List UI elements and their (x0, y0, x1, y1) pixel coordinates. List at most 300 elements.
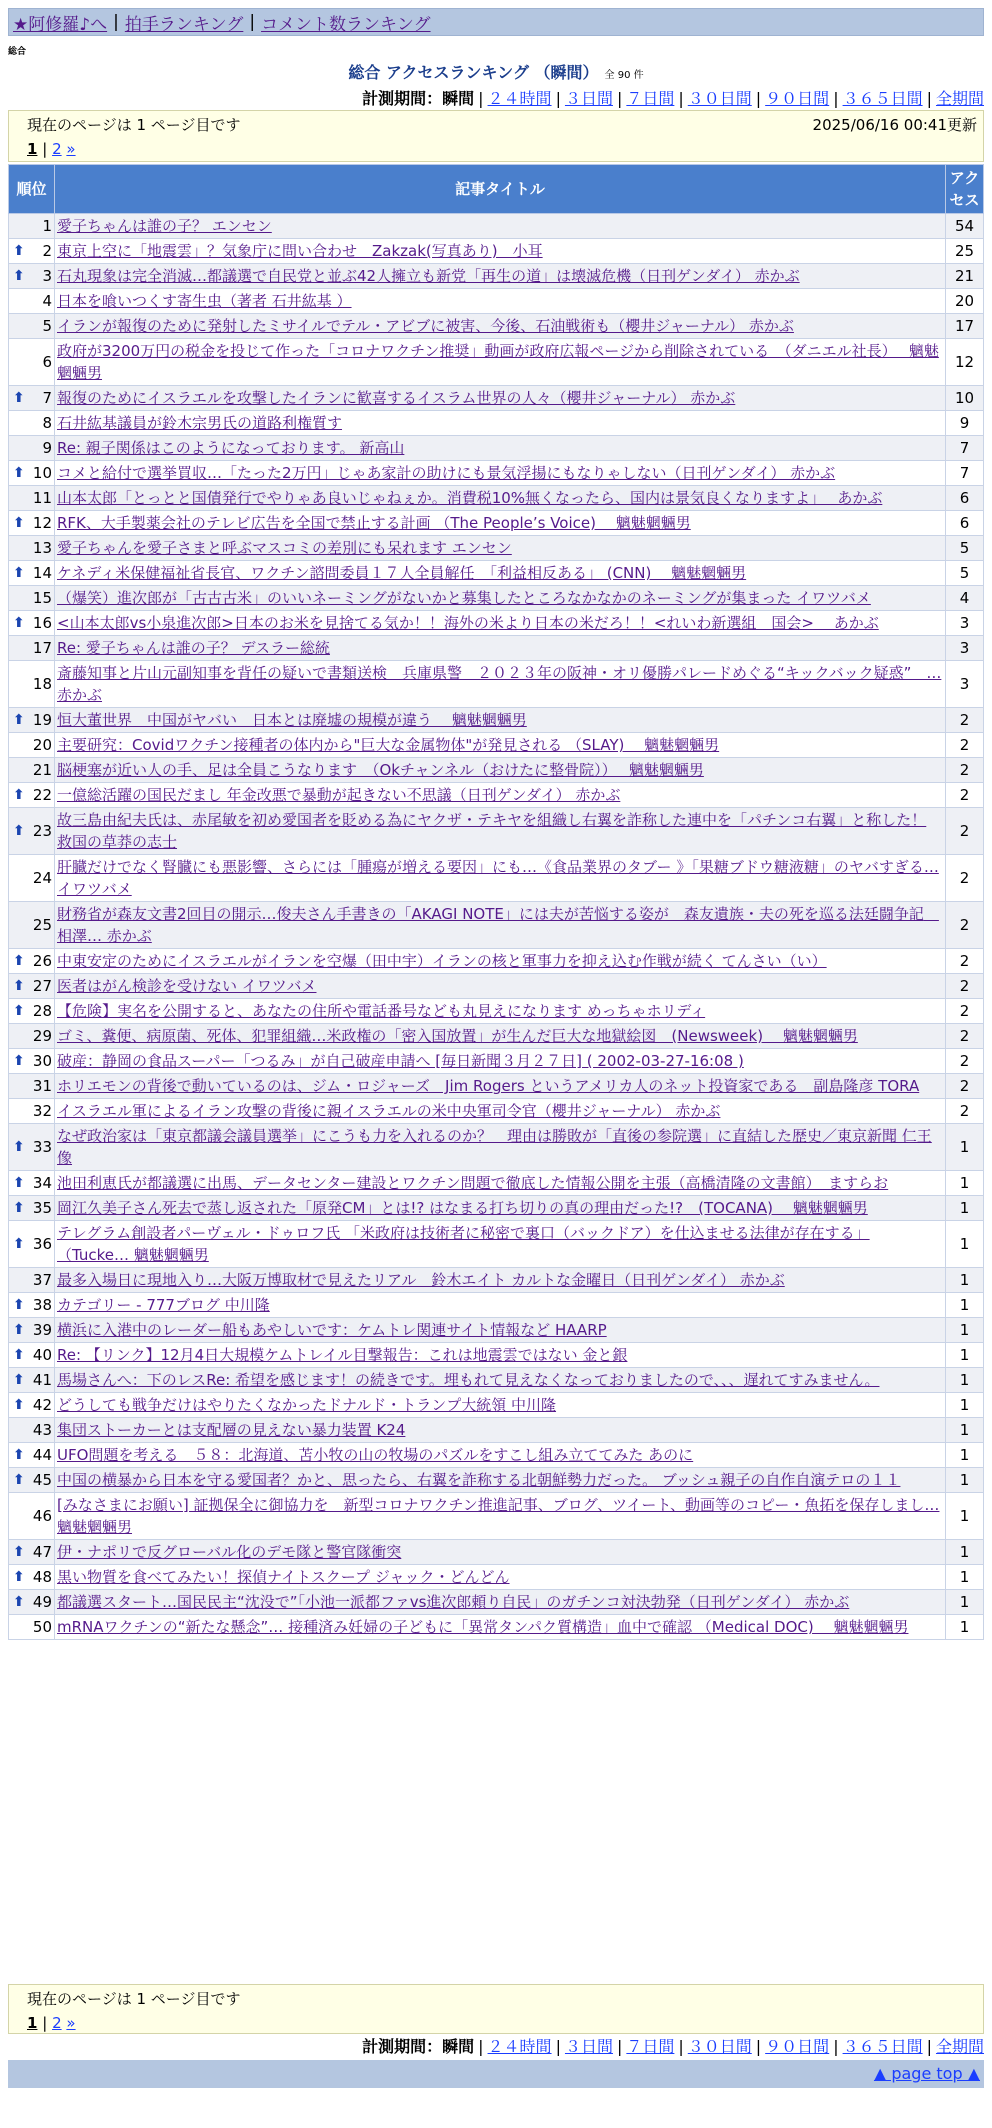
article-link[interactable]: 山本太郎「とっとと国債発行でやりゃあ良いじゃねぇか。消費税10%無くなったら、国内は景気良くなりますよ」 あかぶ (57, 489, 883, 507)
rank-number: 24 (32, 869, 52, 887)
article-link[interactable]: 【危険】実名を公開すると、あなたの住所や電話番号なども丸見えになります めっちゃホリディ (57, 1002, 706, 1020)
rank-number: 43 (32, 1421, 52, 1439)
table-row (9, 1493, 984, 1540)
rank-cell (9, 586, 55, 611)
rank-cell (9, 1318, 55, 1343)
table-row (9, 1540, 984, 1565)
article-link[interactable]: 最多入場日に現地入り…大阪万博取材で見えたリアル 鈴木エイト カルトな金曜日（日刊ゲンダイ） 赤かぶ (57, 1271, 785, 1289)
table-row (9, 486, 984, 511)
arrow-up-icon: ⬆ (13, 1347, 25, 1363)
article-link[interactable]: 愛子ちゃんを愛子さまと呼ぶマスコミの差別にも呆れます エンセン (57, 539, 512, 557)
article-link[interactable]: 中国の横暴から日本を守る愛国者？かと、思ったら、右翼を詐称する北朝鮮勢力だった。 ブッシュ親子の自作自演テロの１１ (57, 1471, 901, 1489)
title-cell (55, 1590, 946, 1615)
rank-cell (9, 733, 55, 758)
article-link[interactable]: UFO問題を考える ５８：北海道、苫小牧の山の牧場のパズルをすこし組み立ててみた あのに (57, 1446, 694, 1464)
arrow-up-icon: ⬆ (13, 1297, 25, 1313)
rank-cell (9, 1024, 55, 1049)
period-separator: | (926, 2037, 932, 2056)
rank-cell (9, 1493, 55, 1540)
rank-number: 21 (32, 761, 52, 779)
access-count: 6 (946, 486, 984, 511)
period-separator: | (678, 89, 684, 108)
access-count: 3 (946, 611, 984, 636)
rank-cell (9, 902, 55, 949)
table-row (9, 1343, 984, 1368)
access-count: 1 (946, 1615, 984, 1640)
rank-number: 49 (32, 1593, 52, 1611)
title-cell (55, 1074, 946, 1099)
access-count: 1 (946, 1293, 984, 1318)
article-link[interactable]: ゴミ、糞便、病原菌、死体、犯罪組織…米政権の「密入国放置」が生んだ巨大な地獄絵図 (Newsweek) 魑魅魍魎男 (57, 1027, 858, 1045)
period-separator: | (478, 2037, 484, 2056)
page-top-link[interactable]: ▲ page top ▲ (873, 2064, 980, 2083)
title-cell (55, 1540, 946, 1565)
rank-cell (9, 1590, 55, 1615)
rank-cell (9, 611, 55, 636)
current-page-text: 現在のページは 1 ページ目です (27, 116, 241, 134)
period-option-link[interactable]: ７日間 (626, 89, 675, 108)
rank-cell (9, 999, 55, 1024)
article-link[interactable]: 一億総活躍の国民だまし 年金改悪で暴動が起きない不思議（日刊ゲンダイ） 赤かぶ (57, 786, 621, 804)
access-count: 7 (946, 436, 984, 461)
rank-cell (9, 411, 55, 436)
rank-number: 14 (32, 564, 52, 582)
article-link[interactable]: 集団ストーカーとは支配層の見えない暴力装置 K24 (57, 1421, 406, 1439)
rank-number: 9 (42, 439, 52, 457)
title-cell (55, 1343, 946, 1368)
arrow-up-icon: ⬆ (13, 1372, 25, 1388)
title-cell (55, 314, 946, 339)
article-link[interactable]: どうしても戦争だけはやりたくなかったドナルド・トランプ大統領 中川隆 (57, 1396, 557, 1414)
table-row (9, 1221, 984, 1268)
title-cell (55, 411, 946, 436)
period-current: 瞬間 (442, 89, 475, 108)
access-count: 1 (946, 1443, 984, 1468)
rank-number: 50 (32, 1618, 52, 1636)
access-count: 6 (946, 511, 984, 536)
access-count: 2 (946, 974, 984, 999)
rank-cell (9, 1565, 55, 1590)
arrow-up-icon: ⬆ (13, 978, 25, 994)
table-row (9, 511, 984, 536)
arrow-up-icon: ⬆ (13, 1569, 25, 1585)
article-link[interactable]: 破産：静岡の食品スーパー「つるみ」が自己破産申請へ [毎日新聞３月２７日] ( 2002-03-27-16:08 ) (57, 1052, 744, 1070)
pager-bottom (8, 1984, 984, 2034)
article-link[interactable]: Re: 愛子ちゃんは誰の子？ デスラー総統 (57, 639, 330, 657)
article-link[interactable]: 黒い物質を食べてみたい！探偵ナイトスクープ ジャック・どんどん (57, 1568, 510, 1586)
table-row (9, 1590, 984, 1615)
table-row (9, 999, 984, 1024)
table-row (9, 1024, 984, 1049)
arrow-up-icon: ⬆ (13, 1594, 25, 1610)
article-link[interactable]: 主要研究：Covidワクチン接種者の体内から"巨大な金属物体"が発見される （SLAY) 魑魅魍魎男 (57, 736, 720, 754)
access-count: 3 (946, 661, 984, 708)
page-2-link[interactable]: 2 (52, 2014, 62, 2032)
table-row (9, 264, 984, 289)
rank-number: 27 (32, 977, 52, 995)
title-cell (55, 239, 946, 264)
access-count: 54 (946, 214, 984, 239)
access-count: 1 (946, 1343, 984, 1368)
title-cell (55, 1468, 946, 1493)
article-link[interactable]: Re: 親子関係はこのようになっております。 新高山 (57, 439, 405, 457)
arrow-up-icon: ⬆ (13, 1544, 25, 1560)
article-link[interactable]: 故三島由紀夫氏は、赤尾敏を初め愛国者を貶める為にヤクザ・テキヤを組織し右翼を詐称した連中を「パチンコ右翼」と称した！ 救国の草莽の志士 (57, 811, 927, 851)
period-option-link[interactable]: ３０日間 (687, 2037, 752, 2056)
table-row (9, 386, 984, 411)
title-cell (55, 511, 946, 536)
access-count: 2 (946, 902, 984, 949)
access-count: 10 (946, 386, 984, 411)
rank-cell (9, 339, 55, 386)
access-count: 1 (946, 1368, 984, 1393)
rank-cell (9, 949, 55, 974)
article-link[interactable]: 池田利恵氏が都議選に出馬、データセンター建設とワクチン問題で徹底した情報公開を主張（高橋清隆の文書館） ますらお (57, 1174, 889, 1192)
table-row (9, 1074, 984, 1099)
table-row (9, 1318, 984, 1343)
access-count: 2 (946, 1049, 984, 1074)
access-count: 2 (946, 1099, 984, 1124)
article-link[interactable]: 斎藤知事と片山元副知事を背任の疑いで書類送検 兵庫県警 ２０２３年の阪神・オリ優勝パレードめぐる“キックバック疑惑” … 赤かぶ (57, 664, 942, 704)
article-link[interactable]: 政府が3200万円の税金を投じて作った「コロナワクチン推奨」動画が政府広報ページから削除されている （ダニエル社長） 魑魅魍魎男 (57, 342, 939, 382)
rank-number: 4 (42, 292, 52, 310)
access-count: 2 (946, 733, 984, 758)
article-link[interactable]: <山本太郎vs小泉進次郎>日本のお米を見捨てる気か！！海外の米より日本の米だろ！！<れいわ新選組 国会> あかぶ (57, 614, 879, 632)
access-count: 1 (946, 1493, 984, 1540)
access-count: 2 (946, 708, 984, 733)
table-row (9, 1099, 984, 1124)
table-row (9, 1443, 984, 1468)
article-link[interactable]: 財務省が森友文書2回目の開示…俊夫さん手書きの「AKAGI NOTE」には夫が苦悩する姿が 森友遺族・夫の死を巡る法廷闘争記 相澤… 赤かぶ (57, 905, 939, 945)
table-row (9, 758, 984, 783)
article-link[interactable]: カテゴリー - 777ブログ 中川隆 (57, 1296, 270, 1314)
rank-number: 35 (32, 1199, 52, 1217)
ranking-table (8, 164, 984, 1640)
rank-cell (9, 511, 55, 536)
access-count: 1 (946, 1318, 984, 1343)
period-label: 計測期間： (362, 2037, 443, 2056)
rank-cell (9, 264, 55, 289)
table-row (9, 1615, 984, 1640)
title-cell (55, 1418, 946, 1443)
current-page-text: 現在のページは 1 ページ目です (27, 1990, 241, 2008)
rank-number: 25 (32, 916, 52, 934)
article-link[interactable]: ホリエモンの背後で動いているのは、ジム・ロジャーズ Jim Rogers というアメリカ人のネット投資家である 副島隆彦 TORA (57, 1077, 920, 1095)
title-cell (55, 1318, 946, 1343)
arrow-up-icon: ⬆ (13, 787, 25, 803)
pager-top (8, 110, 984, 162)
access-count: 1 (946, 1393, 984, 1418)
rank-cell (9, 436, 55, 461)
title-cell (55, 902, 946, 949)
arrow-up-icon: ⬆ (13, 1139, 25, 1155)
table-row (9, 733, 984, 758)
rank-number: 3 (42, 267, 52, 285)
rank-cell (9, 661, 55, 708)
rank-cell (9, 1099, 55, 1124)
rank-cell (9, 1124, 55, 1171)
access-count: 9 (946, 411, 984, 436)
table-row (9, 661, 984, 708)
rank-number: 11 (32, 489, 52, 507)
rank-cell (9, 808, 55, 855)
access-count: 1 (946, 1268, 984, 1293)
access-count: 2 (946, 949, 984, 974)
article-link[interactable]: 中東安定のためにイスラエルがイランを空爆（田中宇）イランの核と軍事力を抑え込む作戦が続く てんさい（い） (57, 952, 827, 970)
rank-number: 22 (32, 786, 52, 804)
rank-number: 39 (32, 1321, 52, 1339)
rank-cell (9, 536, 55, 561)
table-row (9, 436, 984, 461)
access-count: 4 (946, 586, 984, 611)
rank-number: 5 (42, 317, 52, 335)
page-2-link[interactable]: 2 (52, 140, 62, 158)
nav-separator: | (113, 12, 119, 32)
article-link[interactable]: Re: 【リンク】12月4日大規模ケムトレイル目撃報告：これは地震雲ではない 金と銀 (57, 1346, 628, 1364)
rank-number: 8 (42, 414, 52, 432)
title-cell (55, 733, 946, 758)
rank-cell (9, 758, 55, 783)
clap-ranking-link[interactable]: 拍手ランキング (124, 14, 244, 35)
column-header-rank: 順位 (9, 165, 55, 214)
arrow-up-icon: ⬆ (13, 953, 25, 969)
access-count: 3 (946, 636, 984, 661)
table-row (9, 339, 984, 386)
article-link[interactable]: コメと給付で選挙買収…「たった2万円」じゃあ家計の助けにも景気浮揚にもなりゃしない（日刊ゲンダイ） 赤かぶ (57, 464, 836, 482)
table-row (9, 1049, 984, 1074)
arrow-up-icon: ⬆ (13, 1236, 25, 1252)
rank-number: 13 (32, 539, 52, 557)
title-cell (55, 1293, 946, 1318)
table-row (9, 708, 984, 733)
title-cell (55, 436, 946, 461)
rank-cell (9, 1196, 55, 1221)
article-link[interactable]: 石丸現象は完全消滅…都議選で自民党と並ぶ42人擁立も新党「再生の道」は壊滅危機（日刊ゲンダイ） 赤かぶ (57, 267, 800, 285)
rank-cell (9, 486, 55, 511)
arrow-up-icon: ⬆ (13, 1175, 25, 1191)
period-separator: | (678, 2037, 684, 2056)
rank-number: 10 (32, 464, 52, 482)
rank-number: 29 (32, 1027, 52, 1045)
rank-number: 40 (32, 1346, 52, 1364)
rank-cell (9, 1293, 55, 1318)
title-cell (55, 949, 946, 974)
period-option-link[interactable]: ３日間 (564, 89, 613, 108)
period-separator: | (755, 89, 762, 108)
title-cell (55, 1493, 946, 1540)
page-separator: | (42, 2014, 48, 2032)
comment-ranking-link[interactable]: コメント数ランキング (261, 14, 431, 35)
period-separator: | (926, 89, 932, 108)
arrow-up-icon: ⬆ (13, 465, 25, 481)
pagination (27, 2011, 965, 2035)
period-option-link[interactable]: ３日間 (564, 2037, 613, 2056)
article-link[interactable]: テレグラム創設者パーヴェル・ドゥロフ氏 「米政府は技術者に秘密で裏口（バックドア）を仕込ませる法律が存在する」 （Tucke… 魑魅魍魎男 (57, 1224, 870, 1264)
title-cell (55, 1024, 946, 1049)
period-option-link[interactable]: ３６５日間 (842, 2037, 923, 2056)
title-cell (55, 1368, 946, 1393)
title-cell (55, 1565, 946, 1590)
period-separator: | (833, 2037, 839, 2056)
column-header-access: アクセス (946, 165, 984, 214)
table-row (9, 974, 984, 999)
rank-cell (9, 1443, 55, 1468)
article-link[interactable]: 横浜に入港中のレーダー船もあやしいです：ケムトレ関連サイト情報など HAARP (57, 1321, 607, 1339)
table-row (9, 783, 984, 808)
rank-cell (9, 1343, 55, 1368)
article-link[interactable]: RFK、大手製薬会社のテレビ広告を全国で禁止する計画 （The People’s Voice) 魑魅魍魎男 (57, 514, 691, 532)
title-cell (55, 586, 946, 611)
rank-number: 23 (32, 822, 52, 840)
article-link[interactable]: （爆笑）進次郎が「古古古米」のいいネーミングがないかと募集したところなかなかのネーミングが集まった イワツバメ (57, 589, 871, 607)
period-option-link[interactable]: ７日間 (626, 2037, 675, 2056)
rank-number: 36 (32, 1235, 52, 1253)
article-link[interactable]: ケネディ米保健福祉省長官、ワクチン諮問委員１７人全員解任 「利益相反ある」 (CNN) 魑魅魍魎男 (57, 564, 747, 582)
access-count: 1 (946, 1221, 984, 1268)
article-link[interactable]: 脳梗塞が近い人の手、足は全員こうなります （Okチャンネル（おけたに整骨院）） 魑魅魍魎男 (57, 761, 704, 779)
article-link[interactable]: 馬場さんへ：下のレスRe: 希望を感じます！の続きです。埋もれて見えなくなっておりましたので、、、遅れてすみません。 (57, 1371, 880, 1389)
article-link[interactable]: 報復のためにイスラエルを攻撃したイランに歓喜するイスラム世界の人々（櫻井ジャーナル） 赤かぶ (57, 389, 736, 407)
rank-cell (9, 708, 55, 733)
arrow-up-icon: ⬆ (13, 515, 25, 531)
access-count: 2 (946, 1024, 984, 1049)
article-link[interactable]: イスラエル軍によるイラン攻撃の背後に親イスラエルの米中央軍司令官（櫻井ジャーナル） 赤かぶ (57, 1102, 721, 1120)
article-link[interactable]: 医者はがん検診を受けない イワツバメ (57, 977, 317, 995)
arrow-up-icon: ⬆ (13, 1472, 25, 1488)
arrow-up-icon: ⬆ (13, 1053, 25, 1069)
period-option-link[interactable]: 全期間 (935, 89, 984, 108)
arrow-up-icon: ⬆ (13, 823, 25, 839)
rank-number: 42 (32, 1396, 52, 1414)
title-cell (55, 808, 946, 855)
title-cell (55, 1099, 946, 1124)
section-label: 総合 (8, 47, 27, 57)
table-row (9, 611, 984, 636)
table-row (9, 902, 984, 949)
period-separator: | (555, 89, 561, 108)
rank-cell (9, 386, 55, 411)
period-selector (362, 86, 984, 109)
table-row (9, 1393, 984, 1418)
article-link[interactable]: 都議選スタート…国民民主“沈没で”「小池一派都ファvs進次郎頼り自民」のガチンコ対決勃発（日刊ゲンダイ） 赤かぶ (57, 1593, 850, 1611)
arrow-up-icon: ⬆ (13, 1200, 25, 1216)
table-row (9, 949, 984, 974)
article-link[interactable]: mRNAワクチンの“新たな懸念”… 接種済み妊婦の子どもに「異常タンパク質構造」血中で確認 （Medical DOC) 魑魅魍魎男 (57, 1618, 909, 1636)
rank-cell (9, 1418, 55, 1443)
table-row (9, 1268, 984, 1293)
title-cell (55, 536, 946, 561)
access-count: 2 (946, 855, 984, 902)
article-link[interactable]: 岡江久美子さん死去で蒸し返された「原発CM」とは!? はなまる打ち切りの真の理由だった!? (TOCANA) 魑魅魍魎男 (57, 1199, 868, 1217)
page-current: 1 (27, 2014, 38, 2032)
rank-number: 18 (32, 675, 52, 693)
period-option-link[interactable]: ９０日間 (765, 2037, 830, 2056)
table-row (9, 1368, 984, 1393)
article-link[interactable]: 伊・ナポリで反グローバル化のデモ隊と警官隊衝突 (57, 1543, 402, 1561)
period-option-link[interactable]: 全期間 (935, 2037, 984, 2056)
period-option-link[interactable]: ２４時間 (487, 89, 552, 108)
access-count: 21 (946, 264, 984, 289)
table-row (9, 214, 984, 239)
title-cell (55, 339, 946, 386)
period-option-link[interactable]: ９０日間 (765, 89, 830, 108)
period-option-link[interactable]: ３０日間 (687, 89, 752, 108)
rank-cell (9, 1468, 55, 1493)
table-row (9, 411, 984, 436)
rank-number: 26 (32, 952, 52, 970)
access-count: 2 (946, 758, 984, 783)
rank-number: 33 (32, 1138, 52, 1156)
title-cell (55, 758, 946, 783)
pagination (27, 137, 965, 161)
rank-cell (9, 1540, 55, 1565)
next-page-link[interactable]: » (66, 2014, 76, 2032)
rank-number: 41 (32, 1371, 52, 1389)
rank-cell (9, 1074, 55, 1099)
table-row (9, 1171, 984, 1196)
access-count: 2 (946, 808, 984, 855)
table-row (9, 1418, 984, 1443)
article-link[interactable]: イランが報復のために発射したミサイルでテル・アビブに被害、今後、石油戦術も（櫻井ジャーナル） 赤かぶ (57, 317, 794, 335)
title-cell (55, 1443, 946, 1468)
rank-number: 7 (42, 389, 52, 407)
next-page-link[interactable]: » (66, 140, 76, 158)
access-count: 2 (946, 783, 984, 808)
title-cell (55, 611, 946, 636)
rank-cell (9, 783, 55, 808)
title-cell (55, 1171, 946, 1196)
article-link[interactable]: 石井紘基議員が鈴木宗男氏の道路利権質す (57, 414, 343, 432)
title-cell (55, 1196, 946, 1221)
rank-cell (9, 461, 55, 486)
title-cell (55, 999, 946, 1024)
access-count: 1 (946, 1196, 984, 1221)
rank-cell (9, 561, 55, 586)
column-header-title: 記事タイトル (55, 165, 946, 214)
article-link[interactable]: 愛子ちゃんは誰の子？ エンセン (57, 217, 272, 235)
rank-number: 6 (42, 353, 52, 371)
table-row (9, 289, 984, 314)
article-link[interactable]: 東京上空に「地震雲」？気象庁に問い合わせ Zakzak(写真あり) 小耳 (57, 242, 543, 260)
rank-number: 15 (32, 589, 52, 607)
table-row (9, 461, 984, 486)
access-count: 1 (946, 1418, 984, 1443)
article-link[interactable]: 恒大董世界 中国がヤバい 日本とは廃墟の規模が違う 魑魅魍魎男 (57, 711, 527, 729)
period-separator: | (616, 2037, 623, 2056)
access-count: 12 (946, 339, 984, 386)
rank-number: 44 (32, 1446, 52, 1464)
article-link[interactable]: 肝臓だけでなく腎臓にも悪影響、さらには「腫瘍が増える要因」にも…《食品業界のタブー 》「果糖ブドウ糖液糖」のヤバすぎる… イワツバメ (57, 858, 939, 898)
table-row (9, 1565, 984, 1590)
home-link[interactable]: ★阿修羅♪へ (13, 14, 108, 35)
arrow-up-icon: ⬆ (13, 1397, 25, 1413)
period-option-link[interactable]: ３６５日間 (842, 89, 923, 108)
article-link[interactable]: [みなさまにお願い] 証拠保全に御協力を 新型コロナワクチン推進記事、ブログ、ツイート、動画等のコピー・魚拓を保存しまし… 魑魅魍魎男 (57, 1496, 940, 1536)
rank-number: 30 (32, 1052, 52, 1070)
table-row (9, 1196, 984, 1221)
article-link[interactable]: なぜ政治家は「東京都議会議員選挙」にこうも力を入れるのか？ 理由は勝敗が「直後の参院選」に直結した歴史／東京新聞 仁王像 (57, 1127, 932, 1167)
rank-number: 38 (32, 1296, 52, 1314)
title-cell (55, 855, 946, 902)
table-row (9, 855, 984, 902)
footer-bar (8, 2060, 984, 2088)
article-link[interactable]: 日本を喰いつくす寄生虫（著者 石井紘基 ） (57, 292, 352, 310)
arrow-up-icon: ⬆ (13, 712, 25, 728)
period-option-link[interactable]: ２４時間 (487, 2037, 552, 2056)
table-row (9, 1293, 984, 1318)
access-count: 1 (946, 1565, 984, 1590)
table-row (9, 239, 984, 264)
